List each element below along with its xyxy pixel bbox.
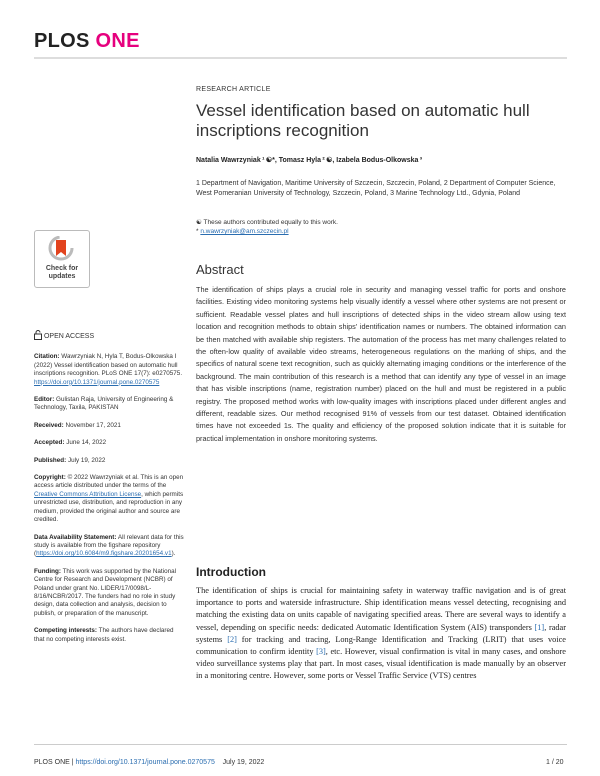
editor-block (34, 396, 184, 413)
accepted-date: June 14, 2022 (66, 439, 107, 447)
data-availability-text: All relevant data for this study is available from the figshare repository ( (34, 533, 184, 558)
data-availability-label: Data Availability Statement: (34, 533, 117, 541)
reference-link-1[interactable]: [1] (534, 622, 545, 632)
competing-interests-text: The authors have declared that no competing interests exist. (34, 627, 174, 643)
editor-text: Gulistan Raja, University of Engineering & Technology, Taxila, PAKISTAN (34, 396, 174, 412)
competing-interests-block (34, 627, 184, 644)
author-list: Natalia Wawrzyniak ¹ ☯*, Tomasz Hyla ² ☯, Izabela Bodus-Olkowska ³ (196, 157, 423, 164)
footer-doi-link[interactable]: https://doi.org/10.1371/journal.pone.0270575 (75, 759, 215, 766)
footer-journal: PLOS ONE (34, 759, 70, 766)
accepted-label: Accepted: (34, 439, 65, 447)
corresponding-email-line (196, 227, 566, 236)
page-number: 1 / 20 (546, 759, 564, 766)
email-marker: * (196, 228, 201, 235)
header-divider (34, 57, 567, 59)
affiliations: 1 Department of Navigation, Maritime University of Szczecin, Szczecin, Poland, 2 Department of Computer Science, West Pomeranian University of Technology, Szczecin, Poland, 3 Marine Technology Ltd., Gdynia, Poland (196, 180, 556, 197)
funding-block (34, 568, 184, 618)
received-date: November 17, 2021 (65, 421, 121, 429)
received-block (34, 422, 184, 430)
introduction-paragraph (196, 585, 566, 683)
citation-doi-link[interactable]: https://doi.org/10.1371/journal.pone.0270575 (34, 378, 160, 386)
competing-interests-label: Competing interests: (34, 627, 97, 635)
equal-contribution-note: ☯ These authors contributed equally to this work. (196, 219, 338, 226)
intro-text-4: , etc. However, visual confirmation is vital in many cases, and onshore video surveillance systems play that part. In most cases, visual identification is made manually by an observer in a monitoring centre. However, some ports or Vessel Traffic Service (VTS) centres (196, 647, 566, 681)
article-title: Vessel identification based on automatic hull inscriptions recognition (196, 101, 530, 140)
published-block (34, 457, 184, 465)
introduction-heading: Introduction (196, 565, 266, 579)
intro-text-1: The identification of ships is crucial for maintaining safety in waterway traffic navigation and is of great importance to ports and waterside infrastructure. Ship identification means vessel detecting, recognising and matching the existing data on units capable of navigating specified areas. There are several ways to identify a vessel, depending on specific needs: dedicated Automatic Identification System (AIS) transponders (196, 586, 566, 632)
logo-plos: PLOS (34, 30, 90, 52)
citation-block (34, 353, 184, 387)
abstract-heading: Abstract (196, 262, 244, 277)
published-label: Published: (34, 456, 67, 464)
logo-one: ONE (95, 30, 140, 52)
received-label: Received: (34, 421, 64, 429)
reference-link-3[interactable]: [3] (316, 647, 326, 657)
editor-label: Editor: (34, 396, 55, 404)
published-date: July 19, 2022 (67, 456, 106, 464)
intro-text-3: for tracking and tracing, Long-Range Identification and Tracking (LRIT) that uses voice communication to confirm identity (196, 634, 566, 657)
data-availability-block (34, 534, 184, 559)
footer-citation (34, 759, 264, 766)
badge-label: Check for updates (45, 265, 79, 280)
journal-logo[interactable] (34, 30, 140, 53)
open-lock-icon (34, 330, 42, 340)
abstract-text: The identification of ships plays a crucial role in security and managing vessel traffic for ports and onshore facilities. Existing video monitoring systems help visually identify a vessel where other systems are not present or sufficient. Readable vessel plates and hull inscriptions of detected ships in the video stream allow using text location and recognition methods to obtain ships' identification names or numbers. The obtained information can be then matched with available ship registers. The automation of the process has met many challenges related to the often-low quality of available video streams, heterogeneous regulations on the marking of ships, and the specifics of natural scene text recognition, such as quickly alternating imaging conditions or the interference of the background. The main contribution of this research is a method that can identify any type of vessel in an image that has visible inscriptions (name, registration number) placed on the hull and must be registered in a public registry. The proposed method works with low-quality images with inscriptions placed under different angles and different, readable sizes. Our method recognised 91% of vessels from our test dataset. Obtained identification times have not exceeded 1s. The quality and efficiency of the proposed solution indicate that it is suitable for practical implementation in onshore monitoring systems. (196, 285, 566, 443)
license-link[interactable]: Creative Commons Attribution License (34, 490, 142, 498)
copyright-block (34, 474, 184, 524)
article-info-sidebar (34, 330, 184, 653)
open-access-row (34, 330, 184, 341)
check-for-updates-badge[interactable] (34, 230, 90, 288)
copyright-text: © 2022 Wawrzyniak et al. This is an open access article distributed under the terms of the (34, 474, 184, 490)
article-type: RESEARCH ARTICLE (196, 86, 271, 93)
data-availability-end: ). (171, 550, 176, 558)
citation-text: Wawrzyniak N, Hyla T, Bodus-Olkowska I (2022) Vessel identification based on automatic hull inscriptions recognition. PLoS ONE 17(7): e0270575. (34, 353, 183, 378)
accepted-block (34, 439, 184, 447)
corresponding-email-link[interactable]: n.wawrzyniak@am.szczecin.pl (200, 228, 289, 235)
bookmark-update-icon (46, 236, 76, 262)
copyright-label: Copyright: (34, 474, 66, 482)
copyright-text-end: , which permits unrestricted use, distribution, and reproduction in any medium, provided the original author and source are credited. (34, 490, 184, 524)
footer-date: July 19, 2022 (222, 759, 265, 766)
reference-link-2[interactable]: [2] (227, 634, 237, 644)
footer-separator: | (69, 759, 76, 766)
intro-text-2: , radar systems (196, 622, 566, 644)
footer-divider (34, 744, 567, 745)
funding-text: This work was supported by the National Centre for Research and Development (NCBR) of Poland under grant No. LIDER/17/0098/L-8/16/NCBR/2017. The funders had no role in study design, data collection and analysis, decision to publish, or preparation of the manuscript. (34, 567, 176, 617)
author-notes (196, 218, 566, 236)
citation-label: Citation: (34, 353, 60, 361)
open-access-label: OPEN ACCESS (43, 333, 95, 340)
figshare-link[interactable]: https://doi.org/10.6084/m9.figshare.20201654.v1 (36, 550, 172, 558)
funding-label: Funding: (34, 567, 61, 575)
